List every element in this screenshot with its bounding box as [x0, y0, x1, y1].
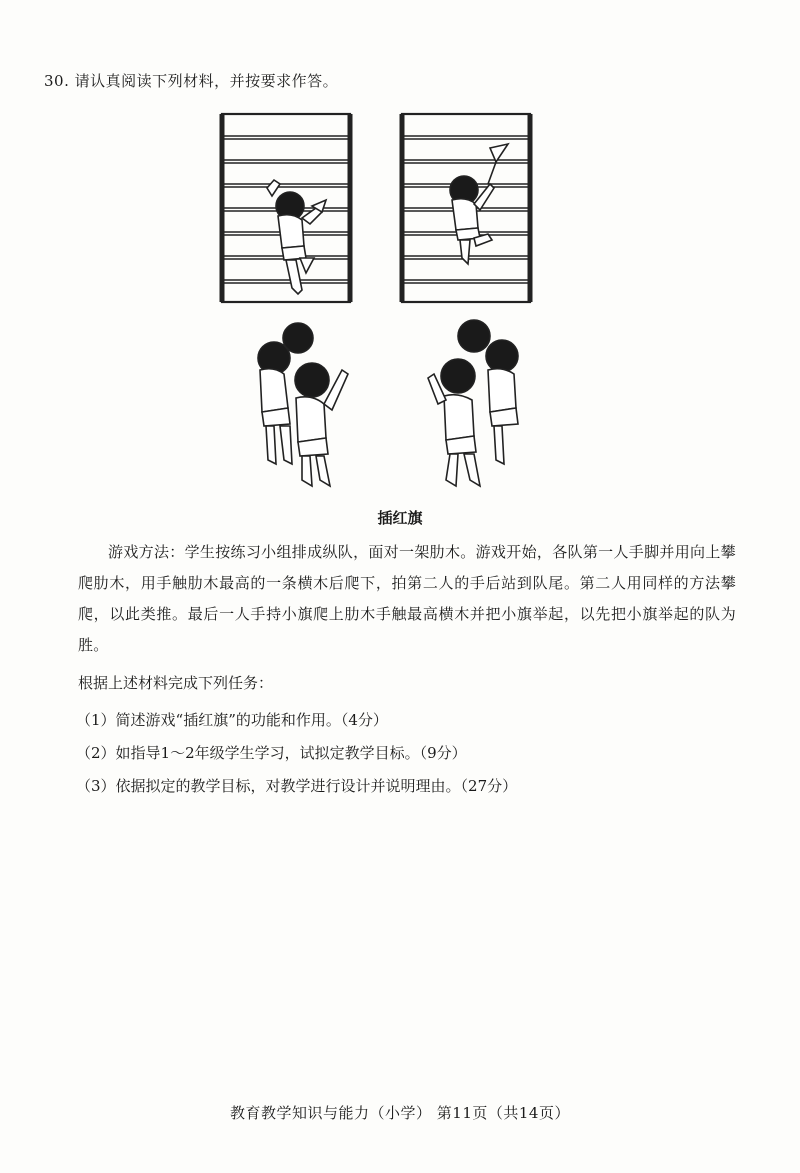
game-rules-paragraph: [78, 537, 736, 661]
climbing-game-illustration: [212, 108, 542, 493]
figure-caption: 插红旗: [377, 509, 423, 527]
task-item-3: （3）依据拟定的教学目标，对教学进行设计并说明理由。（27分）: [76, 777, 518, 795]
game-rules-label: 游戏方法：: [108, 543, 185, 561]
task-item-1: （1）简述游戏“插红旗”的功能和作用。（4分）: [76, 711, 388, 729]
climber-boy: [267, 180, 326, 294]
question-header: 30. 请认真阅读下列材料，并按要求作答。: [44, 72, 339, 90]
game-rules-text: 学生按练习小组排成纵队，面对一架肋木。游戏开始，各队第一人手脚并用向上攀爬肋木，用手触肋木最高的一条横木后爬下，拍第二人的手后站到队尾。第二人用同样的方法攀爬，以此类推。最后一人手持小旗爬上肋木手触最高横木并把小旗举起，以先把小旗举起的队为胜。: [78, 543, 736, 654]
tasks-intro: 根据上述材料完成下列任务：: [78, 674, 274, 692]
task-list: [76, 704, 517, 803]
illustration: [212, 108, 542, 493]
climber-girl: [450, 144, 508, 264]
task-item-2: （2）如指导1～2年级学生学习，试拟定教学目标。（9分）: [76, 744, 467, 762]
page-footer: 教育教学知识与能力（小学） 第11页（共14页）: [230, 1104, 570, 1122]
queue-boys: [258, 323, 348, 486]
queue-girls: [428, 320, 518, 486]
